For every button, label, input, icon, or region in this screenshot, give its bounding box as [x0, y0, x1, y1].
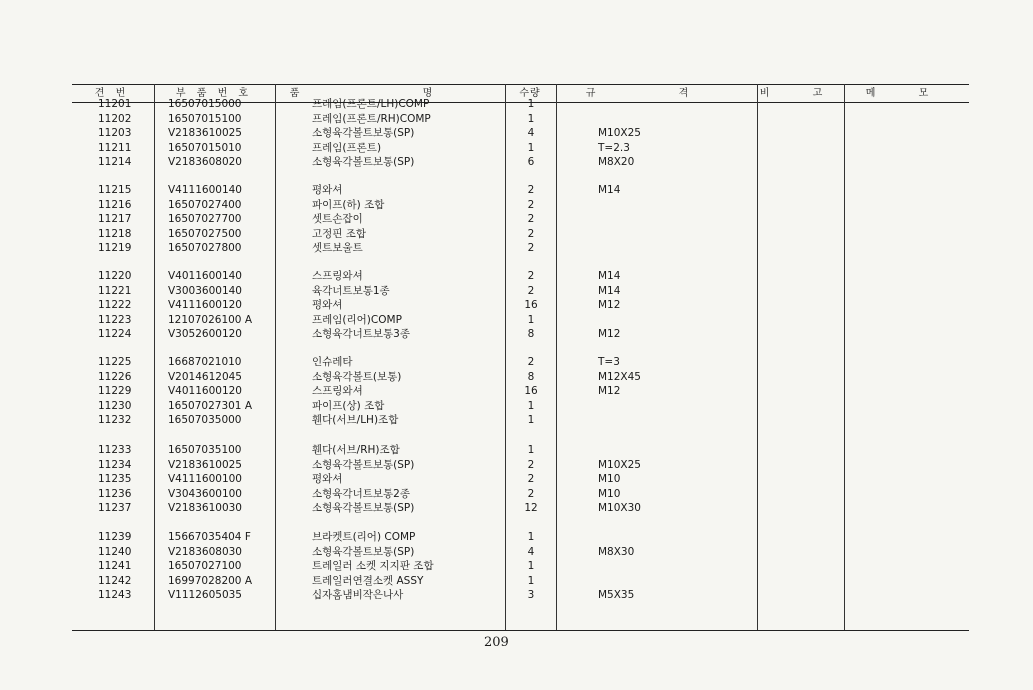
item-no-cell: 11226 — [98, 370, 132, 383]
item-no-cell: 11221 — [98, 284, 132, 297]
part-no-cell: 16507027500 — [168, 227, 242, 240]
part-no-cell: 16507035100 — [168, 444, 242, 456]
part-no-cell: V4011600120 — [168, 385, 242, 398]
quantity-cell: 2 — [527, 473, 535, 486]
part-name-cell: 프레임(프론트) — [312, 141, 382, 154]
table-row — [0, 384, 1033, 398]
table-row — [0, 141, 1033, 155]
part-no-cell: 16997028200 A — [168, 574, 253, 587]
quantity-cell: 2 — [527, 270, 535, 282]
quantity-cell: 8 — [527, 328, 535, 341]
quantity-cell: 1 — [527, 531, 535, 543]
table-row — [0, 269, 1033, 283]
header-part-no: 부 품 번 호 — [175, 88, 253, 99]
part-no-cell: V3052600120 — [168, 328, 242, 341]
part-name-cell: 트레일러 소켓 지지판 조합 — [312, 560, 434, 573]
part-name-cell: 트레일러연결소켓 ASSY — [312, 574, 424, 587]
spec-cell: M8X20 — [598, 156, 635, 169]
table-row — [0, 545, 1033, 559]
part-no-cell: V1112605035 — [168, 589, 242, 602]
item-no-cell: 11224 — [98, 328, 132, 341]
quantity-cell: 12 — [524, 502, 538, 515]
table-row — [0, 327, 1033, 341]
part-no-cell: V4111600140 — [168, 184, 242, 196]
table-row — [0, 313, 1033, 327]
part-no-cell: 16507027301 A — [168, 399, 253, 412]
part-name-cell: 소형육각볼트보통(SP) — [312, 545, 415, 558]
part-name-cell: 평와셔 — [312, 184, 343, 196]
table-row — [0, 501, 1033, 515]
quantity-cell: 2 — [527, 242, 535, 255]
item-no-cell: 11241 — [98, 560, 132, 573]
quantity-cell: 4 — [527, 545, 535, 558]
item-no-cell: 11217 — [98, 213, 132, 226]
part-name-cell: 소형육각너트보통3종 — [312, 328, 410, 341]
quantity-cell: 16 — [524, 385, 538, 398]
part-no-cell: V2183610025 — [168, 458, 242, 471]
quantity-cell: 3 — [527, 589, 535, 602]
spec-cell: M10 — [598, 473, 621, 486]
table-row — [0, 487, 1033, 501]
table-row — [0, 574, 1033, 588]
quantity-cell: 2 — [527, 227, 535, 240]
item-no-cell: 11202 — [98, 112, 132, 125]
header-remark: 비 고 — [759, 88, 843, 99]
item-no-cell: 11220 — [98, 270, 132, 282]
part-name-cell: 소형육각볼트보통(SP) — [312, 127, 415, 140]
item-no-cell: 11216 — [98, 198, 132, 211]
header-qty: 수량 — [519, 88, 541, 99]
table-row — [0, 183, 1033, 197]
header-item-no: 견 번 — [94, 88, 130, 99]
table-row — [0, 97, 1033, 111]
part-name-cell: 평와셔 — [312, 299, 343, 312]
header-spec: 규 격 — [585, 88, 729, 99]
spec-cell: M14 — [598, 270, 621, 282]
part-no-cell: V2183610025 — [168, 127, 242, 140]
part-name-cell: 셋트손잡이 — [312, 213, 363, 226]
item-no-cell: 11234 — [98, 458, 132, 471]
spec-cell: M12 — [598, 385, 621, 398]
spec-cell: M14 — [598, 284, 621, 297]
spec-cell: M12 — [598, 328, 621, 341]
part-no-cell: V2183610030 — [168, 502, 242, 515]
part-no-cell: 16687021010 — [168, 356, 242, 368]
item-no-cell: 11240 — [98, 545, 132, 558]
item-no-cell: 11214 — [98, 156, 132, 169]
part-name-cell: 평와셔 — [312, 473, 343, 486]
part-no-cell: V3043600100 — [168, 487, 242, 500]
part-name-cell: 소형육각볼트보통(SP) — [312, 156, 415, 169]
table-row — [0, 112, 1033, 126]
item-no-cell: 11242 — [98, 574, 132, 587]
part-no-cell: V2183608030 — [168, 545, 242, 558]
part-name-cell: 고정핀 조합 — [312, 227, 367, 240]
item-no-cell: 11215 — [98, 184, 132, 196]
header-name: 품 명 — [289, 88, 493, 99]
item-no-cell: 11229 — [98, 385, 132, 398]
item-no-cell: 11243 — [98, 589, 132, 602]
quantity-cell: 1 — [527, 574, 535, 587]
table-row — [0, 413, 1033, 427]
table-bottom-rule — [72, 630, 969, 631]
part-name-cell: 소형육각볼트보통(SP) — [312, 458, 415, 471]
part-name-cell: 프레임(프론트/LH)COMP — [312, 98, 430, 110]
table-row — [0, 212, 1033, 226]
quantity-cell: 1 — [527, 444, 535, 456]
item-no-cell: 11219 — [98, 242, 132, 255]
part-no-cell: 15667035404 F — [168, 531, 251, 543]
quantity-cell: 2 — [527, 487, 535, 500]
part-no-cell: V2014612045 — [168, 370, 242, 383]
item-no-cell: 11211 — [98, 141, 132, 154]
part-no-cell: V4111600120 — [168, 299, 242, 312]
spec-cell: M10X25 — [598, 127, 641, 140]
quantity-cell: 2 — [527, 356, 535, 368]
part-name-cell: 인슈레타 — [312, 356, 353, 368]
part-name-cell: 프레임(리어)COMP — [312, 313, 402, 326]
item-no-cell: 11222 — [98, 299, 132, 312]
part-name-cell: 프레임(프론트/RH)COMP — [312, 112, 431, 125]
spec-cell: M10X30 — [598, 502, 641, 515]
quantity-cell: 2 — [527, 284, 535, 297]
spec-cell: M10 — [598, 487, 621, 500]
part-no-cell: 16507035000 — [168, 414, 242, 427]
quantity-cell: 1 — [527, 560, 535, 573]
quantity-cell: 16 — [524, 299, 538, 312]
part-name-cell: 소형육각볼트(보통) — [312, 370, 402, 383]
part-no-cell: 12107026100 A — [168, 313, 253, 326]
spec-cell: T=2.3 — [598, 141, 630, 154]
part-name-cell: 스프링와셔 — [312, 270, 363, 282]
page-number: 209 — [484, 635, 509, 650]
quantity-cell: 1 — [527, 112, 535, 125]
table-row — [0, 155, 1033, 169]
item-no-cell: 11236 — [98, 487, 132, 500]
quantity-cell: 2 — [527, 184, 535, 196]
part-no-cell: V3003600140 — [168, 284, 242, 297]
part-no-cell: 16507027700 — [168, 213, 242, 226]
table-row — [0, 472, 1033, 486]
part-no-cell: V4111600100 — [168, 473, 242, 486]
table-row — [0, 530, 1033, 544]
part-no-cell: V4011600140 — [168, 270, 242, 282]
table-row — [0, 458, 1033, 472]
spec-cell: M8X30 — [598, 545, 635, 558]
table-row — [0, 370, 1033, 384]
table-row — [0, 559, 1033, 573]
item-no-cell: 11233 — [98, 444, 132, 456]
part-name-cell: 파이프(상) 조합 — [312, 399, 385, 412]
part-no-cell: 16507027100 — [168, 560, 242, 573]
part-name-cell: 소형육각너트보통2종 — [312, 487, 410, 500]
quantity-cell: 6 — [527, 156, 535, 169]
part-name-cell: 파이프(하) 조합 — [312, 198, 385, 211]
item-no-cell: 11235 — [98, 473, 132, 486]
quantity-cell: 4 — [527, 127, 535, 140]
quantity-cell: 8 — [527, 370, 535, 383]
part-name-cell: 휀다(서브/LH)조합 — [312, 414, 399, 427]
part-no-cell: 16507015000 — [168, 98, 242, 110]
spec-cell: M12 — [598, 299, 621, 312]
spec-cell: M12X45 — [598, 370, 641, 383]
quantity-cell: 1 — [527, 313, 535, 326]
spec-cell: M5X35 — [598, 589, 635, 602]
spec-cell: T=3 — [598, 356, 620, 368]
quantity-cell: 2 — [527, 458, 535, 471]
item-no-cell: 11230 — [98, 399, 132, 412]
part-no-cell: 16507015010 — [168, 141, 242, 154]
part-name-cell: 브라켓트(리어) COMP — [312, 531, 416, 543]
table-row — [0, 298, 1033, 312]
part-name-cell: 육각너트보통1종 — [312, 284, 390, 297]
table-row — [0, 355, 1033, 369]
quantity-cell: 2 — [527, 213, 535, 226]
part-no-cell: 16507027800 — [168, 242, 242, 255]
quantity-cell: 1 — [527, 414, 535, 427]
item-no-cell: 11201 — [98, 98, 132, 110]
table-row — [0, 284, 1033, 298]
part-name-cell: 스프링와셔 — [312, 385, 363, 398]
part-name-cell: 셋트보울트 — [312, 242, 363, 255]
part-name-cell: 소형육각볼트보통(SP) — [312, 502, 415, 515]
quantity-cell: 1 — [527, 141, 535, 154]
item-no-cell: 11225 — [98, 356, 132, 368]
part-no-cell: V2183608020 — [168, 156, 242, 169]
table-row — [0, 588, 1033, 602]
quantity-cell: 1 — [527, 98, 535, 110]
quantity-cell: 1 — [527, 399, 535, 412]
quantity-cell: 2 — [527, 198, 535, 211]
item-no-cell: 11239 — [98, 531, 132, 543]
spec-cell: M10X25 — [598, 458, 641, 471]
table-row — [0, 399, 1033, 413]
item-no-cell: 11237 — [98, 502, 132, 515]
item-no-cell: 11203 — [98, 127, 132, 140]
part-no-cell: 16507027400 — [168, 198, 242, 211]
part-name-cell: 십자홈냄비작은나사 — [312, 589, 404, 602]
part-no-cell: 16507015100 — [168, 112, 242, 125]
table-row — [0, 198, 1033, 212]
table-row — [0, 126, 1033, 140]
item-no-cell: 11218 — [98, 227, 132, 240]
table-row — [0, 241, 1033, 255]
spec-cell: M14 — [598, 184, 621, 196]
table-row — [0, 443, 1033, 457]
table-row — [0, 227, 1033, 241]
part-name-cell: 휀다(서브/RH)조합 — [312, 444, 400, 456]
item-no-cell: 11223 — [98, 313, 132, 326]
header-memo: 메 모 — [865, 88, 949, 99]
item-no-cell: 11232 — [98, 414, 132, 427]
